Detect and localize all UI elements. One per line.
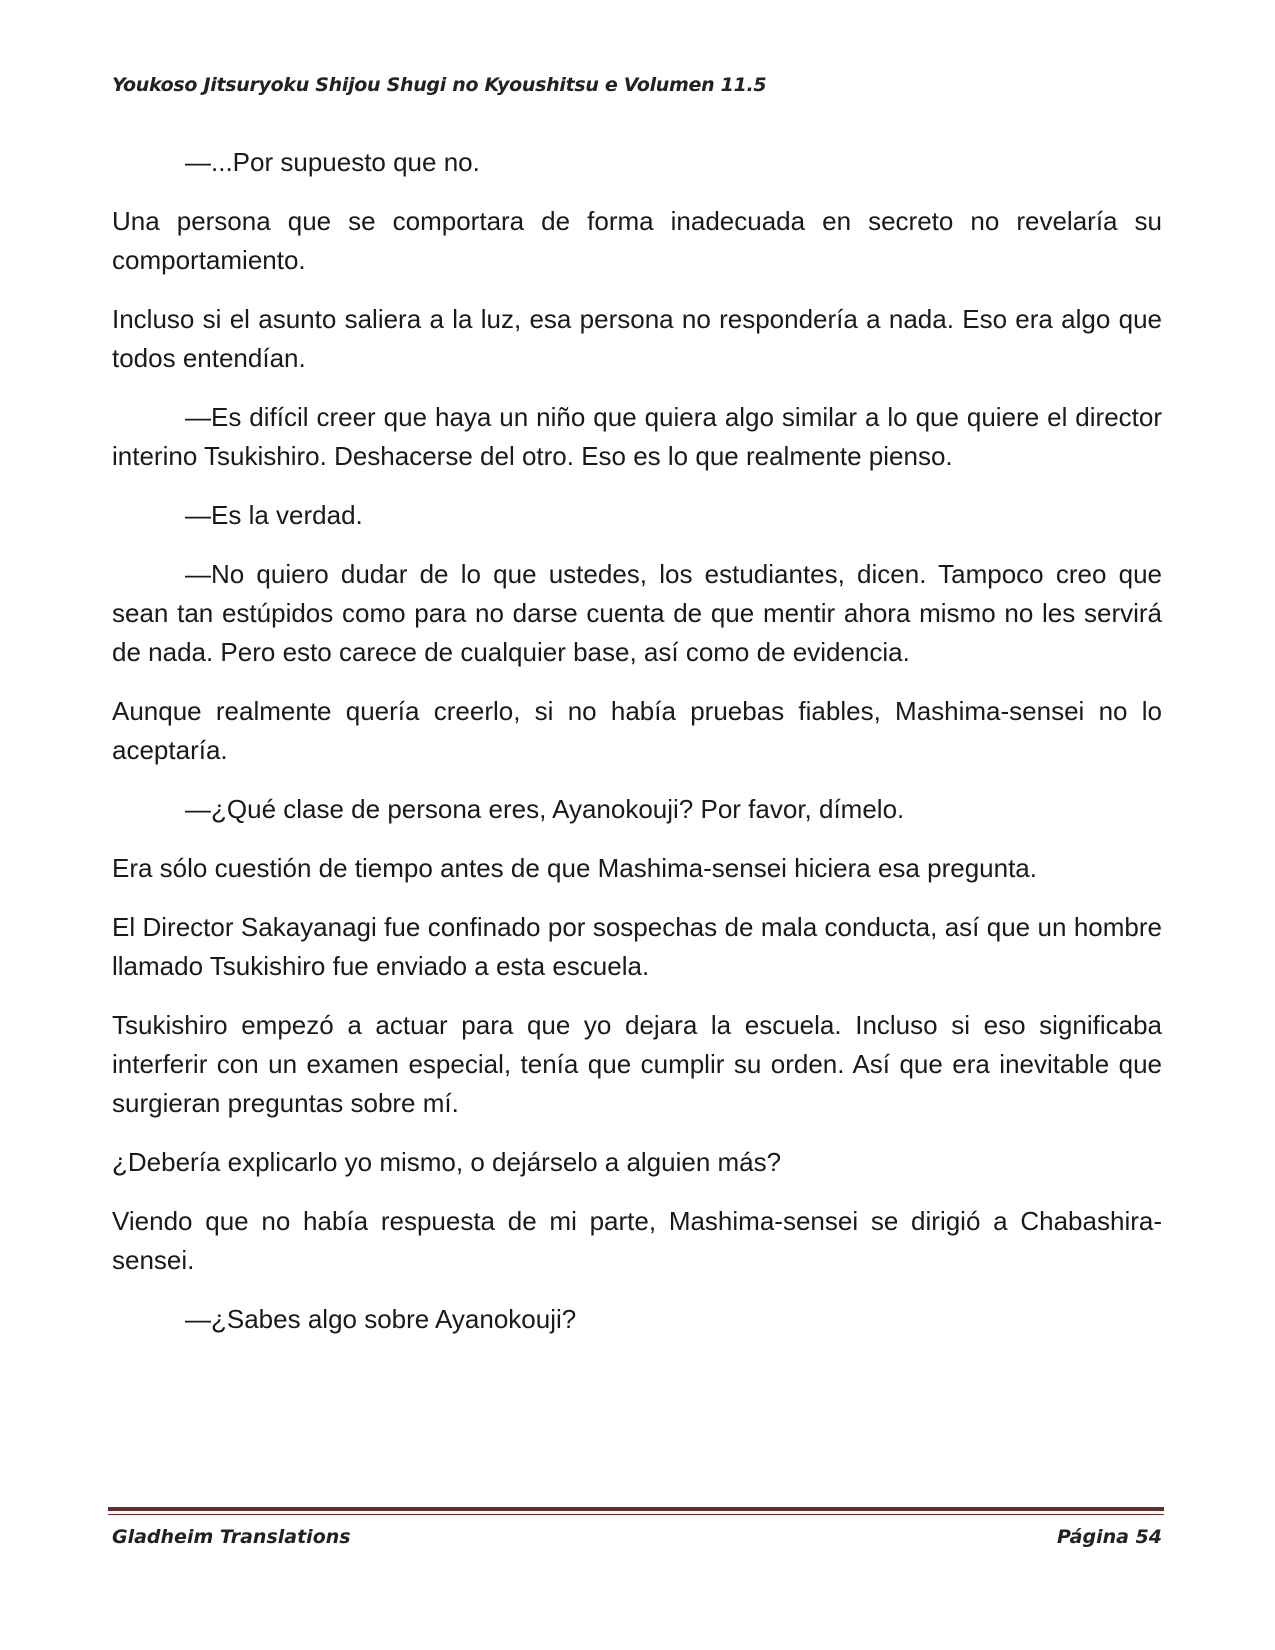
paragraph: Una persona que se comportara de forma inadecuada en secreto no revelaría su comportamiento. [112,206,1162,275]
paragraph: —¿Qué clase de persona eres, Ayanokouji? Por favor, dímelo. [185,794,905,824]
paragraph: El Director Sakayanagi fue confinado por sospechas de mala conducta, así que un hombre llamado Tsukishiro fue enviado a esta escuela. [112,912,1162,981]
paragraph: ¿Debería explicarlo yo mismo, o dejárselo a alguien más? [112,1147,782,1177]
paragraph: —...Por supuesto que no. [185,147,480,177]
page-body [112,143,1162,1359]
paragraph: Tsukishiro empezó a actuar para que yo dejara la escuela. Incluso si eso significaba interferir con un examen especial, tenía que cumplir su orden. Así que era inevitable que surgieran preguntas sobre mí. [112,1010,1162,1118]
paragraph: Viendo que no había respuesta de mi parte, Mashima-sensei se dirigió a Chabashira-sensei. [112,1206,1162,1275]
page-header-title: Youkoso Jitsuryoku Shijou Shugi no Kyoushitsu e Volumen 11.5 [112,74,767,96]
paragraph: —¿Sabes algo sobre Ayanokouji? [185,1304,577,1334]
paragraph: Aunque realmente quería creerlo, si no había pruebas fiables, Mashima-sensei no lo aceptaría. [112,696,1162,765]
paragraph: —No quiero dudar de lo que ustedes, los estudiantes, dicen. Tampoco creo que sean tan estúpidos como para no darse cuenta de que mentir ahora mismo no les servirá de nada. Pero esto carece de cualquier base, así como de evidencia. [112,559,1162,667]
paragraph: Incluso si el asunto saliera a la luz, esa persona no respondería a nada. Eso era algo que todos entendían. [112,304,1162,373]
paragraph: —Es difícil creer que haya un niño que quiera algo similar a lo que quiere el director interino Tsukishiro. Deshacerse del otro. Eso es lo que realmente pienso. [112,402,1162,471]
footer-divider [108,1507,1164,1511]
footer-credit: Gladheim Translations [112,1526,351,1548]
page-number: Página 54 [1056,1526,1162,1548]
footer-divider-thin [108,1514,1164,1515]
paragraph: Era sólo cuestión de tiempo antes de que Mashima-sensei hiciera esa pregunta. [112,853,1037,883]
paragraph: —Es la verdad. [185,500,363,530]
